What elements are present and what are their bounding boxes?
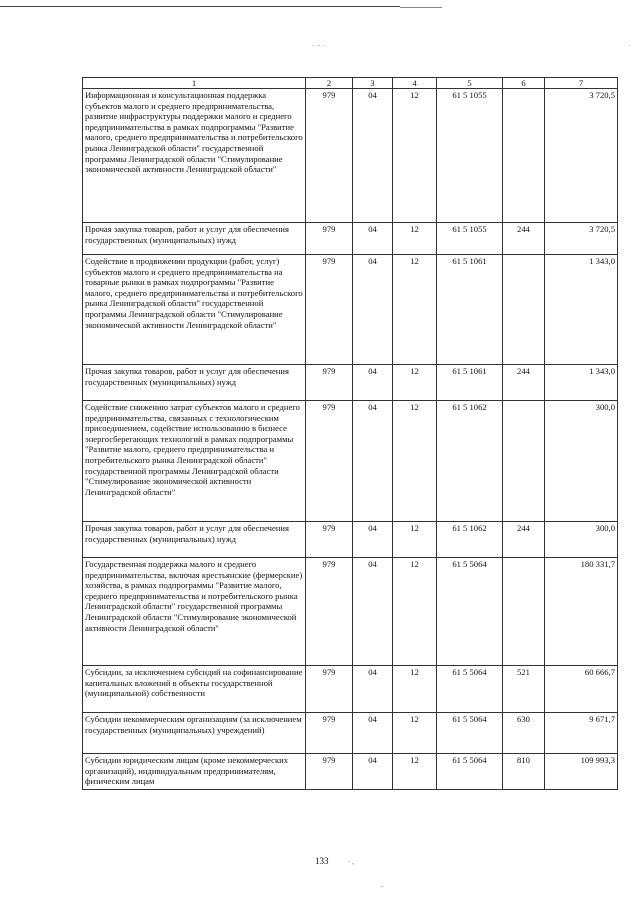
row-code-rz: 04 bbox=[353, 558, 393, 666]
row-amount: 1 343,0 bbox=[545, 255, 618, 365]
row-name: Прочая закупка товаров, работ и услуг для обеспечения государственных (муниципальных) нужд bbox=[83, 522, 306, 558]
row-name: Информационная и консультационная поддержка субъектов малого и среднего предпринимательства, развитие инфраструктуры поддержки малого и среднего предпринимательства в рамках подпрограммы "Развитие малого, среднего предпринимательства и потребительского рынка Ленинградской области" государственной программы Ленинградской области "Стимулирование экономической активности Ленинградской области" bbox=[83, 89, 306, 223]
row-code-pr: 12 bbox=[393, 713, 437, 754]
row-code-csr: 61 5 1055 bbox=[437, 223, 503, 255]
row-amount: 1 343,0 bbox=[545, 365, 618, 401]
row-code-vr: 244 bbox=[503, 365, 545, 401]
table-row bbox=[83, 558, 618, 666]
budget-table bbox=[82, 77, 618, 790]
row-amount: 3 720,5 bbox=[545, 223, 618, 255]
row-code-gr: 979 bbox=[306, 401, 353, 522]
row-name: Государственная поддержка малого и среднего предпринимательства, включая крестьянские (фермерские) хозяйства, в рамках подпрограммы "Развитие малого, среднего предпринимательства и потребительского рынка Ленинградской области" государственной программы Ленинградской области "Стимулирование экономической активности Ленинградской области" bbox=[83, 558, 306, 666]
row-code-vr bbox=[503, 558, 545, 666]
table-row bbox=[83, 713, 618, 754]
table-row bbox=[83, 522, 618, 558]
col-header-3: 3 bbox=[353, 78, 393, 89]
row-code-rz: 04 bbox=[353, 522, 393, 558]
col-header-4: 4 bbox=[393, 78, 437, 89]
top-rule-fragment bbox=[400, 7, 442, 8]
row-code-vr bbox=[503, 401, 545, 522]
row-amount: 180 331,7 bbox=[545, 558, 618, 666]
col-header-2: 2 bbox=[306, 78, 353, 89]
row-code-rz: 04 bbox=[353, 365, 393, 401]
row-code-pr: 12 bbox=[393, 558, 437, 666]
row-code-csr: 61 5 5064 bbox=[437, 713, 503, 754]
row-code-csr: 61 5 5064 bbox=[437, 558, 503, 666]
row-code-vr: 810 bbox=[503, 754, 545, 790]
row-code-gr: 979 bbox=[306, 713, 353, 754]
row-code-gr: 979 bbox=[306, 522, 353, 558]
row-code-pr: 12 bbox=[393, 401, 437, 522]
row-code-gr: 979 bbox=[306, 558, 353, 666]
row-code-csr: 61 5 1062 bbox=[437, 522, 503, 558]
table-row bbox=[83, 223, 618, 255]
row-code-csr: 61 5 5064 bbox=[437, 754, 503, 790]
page-number: 133 bbox=[315, 856, 329, 866]
col-header-6: 6 bbox=[503, 78, 545, 89]
row-code-gr: 979 bbox=[306, 255, 353, 365]
col-header-1: 1 bbox=[83, 78, 306, 89]
row-code-vr: 630 bbox=[503, 713, 545, 754]
scan-speck: · , bbox=[348, 858, 354, 866]
scan-speck: · ·· · bbox=[312, 42, 325, 50]
scan-speck: · bbox=[628, 42, 631, 50]
row-name: Содействие снижению затрат субъектов малого и среднего предпринимательства, связанных с технологическим присоединением, содействие использованию в бизнесе энергосберегающих технологий в рамках подпрограммы "Развитие малого, среднего предпринимательства и потребительского рынка Ленинградской области" государственной программы Ленинградской области "Стимулирование экономической активности Ленинградской области" bbox=[83, 401, 306, 522]
col-header-5: 5 bbox=[437, 78, 503, 89]
row-code-vr: 244 bbox=[503, 223, 545, 255]
row-code-gr: 979 bbox=[306, 89, 353, 223]
row-code-pr: 12 bbox=[393, 522, 437, 558]
row-code-vr bbox=[503, 255, 545, 365]
row-code-pr: 12 bbox=[393, 365, 437, 401]
row-code-csr: 61 5 1055 bbox=[437, 89, 503, 223]
row-code-rz: 04 bbox=[353, 713, 393, 754]
row-amount: 60 666,7 bbox=[545, 666, 618, 713]
row-amount: 300,0 bbox=[545, 522, 618, 558]
table-row bbox=[83, 666, 618, 713]
table-row bbox=[83, 754, 618, 790]
row-code-pr: 12 bbox=[393, 255, 437, 365]
row-name: Субсидии юридическим лицам (кроме некоммерческих организаций), индивидуальным предпринимателям, физическим лицам bbox=[83, 754, 306, 790]
row-code-vr bbox=[503, 89, 545, 223]
row-amount: 300,0 bbox=[545, 401, 618, 522]
col-header-7: 7 bbox=[545, 78, 618, 89]
row-name: Прочая закупка товаров, работ и услуг для обеспечения государственных (муниципальных) нужд bbox=[83, 223, 306, 255]
row-code-csr: 61 5 1061 bbox=[437, 365, 503, 401]
row-code-rz: 04 bbox=[353, 255, 393, 365]
row-code-pr: 12 bbox=[393, 89, 437, 223]
row-code-vr: 244 bbox=[503, 522, 545, 558]
row-code-rz: 04 bbox=[353, 223, 393, 255]
row-code-vr: 521 bbox=[503, 666, 545, 713]
row-code-rz: 04 bbox=[353, 401, 393, 522]
row-code-rz: 04 bbox=[353, 754, 393, 790]
row-code-pr: 12 bbox=[393, 754, 437, 790]
row-code-gr: 979 bbox=[306, 365, 353, 401]
row-name: Содействие в продвижении продукции (работ, услуг) субъектов малого и среднего предпринимательства на товарные рынки в рамках подпрограммы "Развитие малого, среднего предпринимательства и потребительского рынка Ленинградской области" государственной программы Ленинградской области "Стимулирование экономической активности Ленинградской области" bbox=[83, 255, 306, 365]
table-row bbox=[83, 89, 618, 223]
row-code-csr: 61 5 1062 bbox=[437, 401, 503, 522]
row-code-csr: 61 5 5064 bbox=[437, 666, 503, 713]
top-rule bbox=[0, 6, 400, 7]
row-code-gr: 979 bbox=[306, 754, 353, 790]
row-code-gr: 979 bbox=[306, 666, 353, 713]
row-name: Субсидии некоммерческим организациям (за исключением государственных (муниципальных) учреждений) bbox=[83, 713, 306, 754]
row-amount: 3 720,5 bbox=[545, 89, 618, 223]
row-amount: 109 993,3 bbox=[545, 754, 618, 790]
table-row bbox=[83, 365, 618, 401]
row-code-pr: 12 bbox=[393, 223, 437, 255]
row-code-rz: 04 bbox=[353, 666, 393, 713]
row-code-pr: 12 bbox=[393, 666, 437, 713]
table-row bbox=[83, 255, 618, 365]
row-code-rz: 04 bbox=[353, 89, 393, 223]
row-name: Прочая закупка товаров, работ и услуг для обеспечения государственных (муниципальных) нужд bbox=[83, 365, 306, 401]
row-amount: 9 671,7 bbox=[545, 713, 618, 754]
row-code-csr: 61 5 1061 bbox=[437, 255, 503, 365]
row-name: Субсидии, за исключением субсидий на софинансирование капитальных вложений в объекты государственной (муниципальной) собственности bbox=[83, 666, 306, 713]
column-number-row bbox=[83, 78, 618, 89]
row-code-gr: 979 bbox=[306, 223, 353, 255]
table-row bbox=[83, 401, 618, 522]
scan-speck: - bbox=[381, 882, 384, 890]
